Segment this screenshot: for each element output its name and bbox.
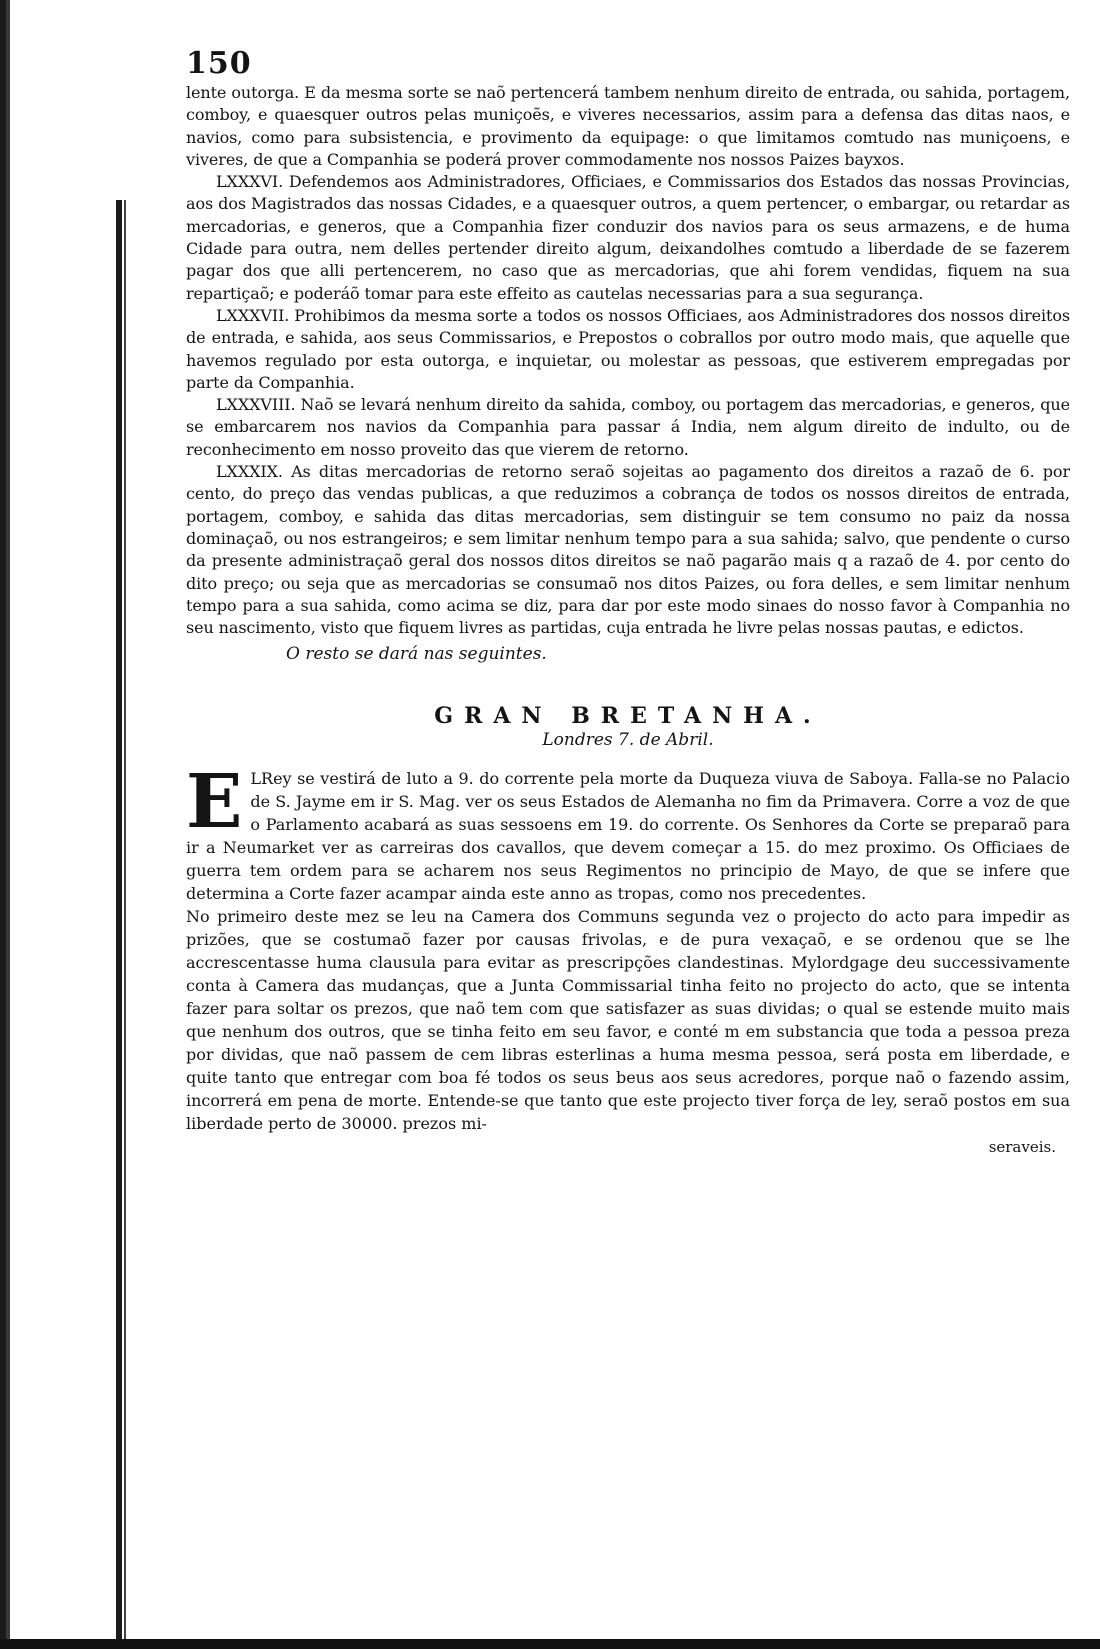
page-number: 150 (186, 48, 252, 81)
news-paragraph: LRey se vestirá de luto a 9. do corrente pela morte da Duqueza viuva de Saboya. Falla-se no Palacio de S. Jayme em ir S. Mag. ver os seus Estados de Alemanha no fim da Primavera. Corre a voz de que o Parlamento acabará as suas sessoens em 19. do corrente. Os Senhores da Corte se preparaõ para ir a Neumarket ver as carreiras dos cavallos, que devem começar a 15. do mez proximo. Os Officiaes de guerra tem ordem para se acharem nos seus Regimentos no principio de Mayo, de que se infere que determina a Corte fazer acampar ainda este anno as tropas, como nos precedentes. (186, 769, 1070, 904)
article-paragraph: LXXXVII. Prohibimos da mesma sorte a todos os nossos Officiaes, aos Administradores dos nossos direitos de entrada, e sahida, aos seus Commissarios, e Prepostos o cobrallos por outro modo mais, que aquelle que havemos regulado por esta outorga, e inquietar, ou molestar as pessoas, que estiverem empregadas por parte da Companhia. (186, 305, 1070, 392)
section-title: GRAN BRETANHA. (434, 703, 822, 730)
gutter-rule (116, 200, 122, 1649)
news-paragraph: No primeiro deste mez se leu na Camera dos Communs segunda vez o projecto do acto para impedir as prizões, que se costumaõ fazer por causas frivolas, e de pura vexaçaõ, e se ordenou que se lhe accrescentasse huma clausula para evitar as prescripções clandestinas. Mylordgage deu successivamente conta à Camera das mudanças, que a Junta Commissarial tinha feito no projecto do acto, que se intenta fazer para soltar os prezos, que naõ tem com que satisfazer as suas dividas; o qual se estende muito mais que nenhum dos outros, que se tinha feito em seu favor, e conté m em substancia que toda a pessoa preza por dividas, que naõ passem de cem libras esterlinas a huma mesma pessoa, será posta em liberdade, e quite tanto que entregar com boa fé todos os seus beus aos seus acredores, porque naõ o fazendo assim, incorrerá em pena de morte. Entende-se que tanto que este projecto tiver força de ley, seraõ postos em sua liberdade perto de 30000. prezos mi- (186, 907, 1070, 1134)
article-paragraph: lente outorga. E da mesma sorte se naõ pertencerá tambem nenhum direito de entrada, ou sahida, portagem, comboy, e quaesquer outros pelas muniçoẽs, e viveres necessarios, assim para a defensa das ditas naos, e navios, como para subsistencia, e provimento da equipage: o que limitamos comtudo nas muniçoens, e viveres, de que a Companhia se poderá prover commodamente nos nossos Paizes bayxos. (186, 83, 1070, 169)
article-body (186, 82, 1070, 639)
gutter-rule-thin (124, 200, 126, 1649)
news-body (186, 759, 1070, 1135)
article-paragraph: LXXXVIII. Naõ se levará nenhum direito da sahida, comboy, ou portagem das mercadorias, e generos, que se embarcarem nos navios da Companhia para passar á India, nem algum direito de indulto, ou de reconhecimento em nosso proveito das que vierem de retorno. (186, 395, 1070, 459)
drop-cap: E (186, 759, 243, 846)
document-page (186, 48, 1070, 1638)
page-bottom-edge (0, 1639, 1100, 1649)
article-paragraph: LXXXIX. As ditas mercadorias de retorno seraõ sojeitas ao pagamento dos direitos a razaõ de 6. por cento, do preço das vendas publicas, a que reduzimos a cobrança de todos os nossos direitos de entrada, portagem, comboy, e sahida das ditas mercadorias, sem distinguir se tem consumo no paiz da nossa dominaçaõ, ou nos estrangeiros; e sem limitar nenhum tempo para a sua sahida; salvo, que pendente o curso da presente administraçaõ geral dos nossos ditos direitos se naõ pagarão mais q a razaõ de 4. por cento do dito preço; ou seja que as mercadorias se consumaõ nos ditos Paizes, ou fora delles, e sem limitar nenhum tempo para a sua sahida, como acima se diz, para dar por este modo sinaes do nosso favor à Companhia no seu nascimento, visto que fiquem livres as partidas, cuja entrada he livre pelas nossas pautas, e edictos. (186, 462, 1070, 638)
article-paragraph: LXXXVI. Defendemos aos Administradores, Officiaes, e Commissarios dos Estados das nossas Provincias, aos dos Magistrados das nossas Cidades, e a quaesquer outros, a quem pertencer, o embargar, ou retardar as mercadorias, e generos, que a Companhia fizer conduzir dos navios para os seus armazens, e de huma Cidade para outra, nem delles pertender direito algum, deixandolhes comtudo a liberdade de se fazerem pagar dos que alli pertencerem, no caso que as mercadorias, que ahi forem vendidas, fiquem na sua repartiçaõ; e poderáõ tomar para este effeito as cautelas necessarias para a sua segurança. (186, 172, 1070, 303)
dateline: Londres 7. de Abril. (542, 730, 714, 751)
page-left-edge (0, 0, 14, 1649)
continuation-note: O resto se dará nas seguintes. (286, 644, 547, 665)
final-word: seraveis. (988, 1138, 1056, 1157)
